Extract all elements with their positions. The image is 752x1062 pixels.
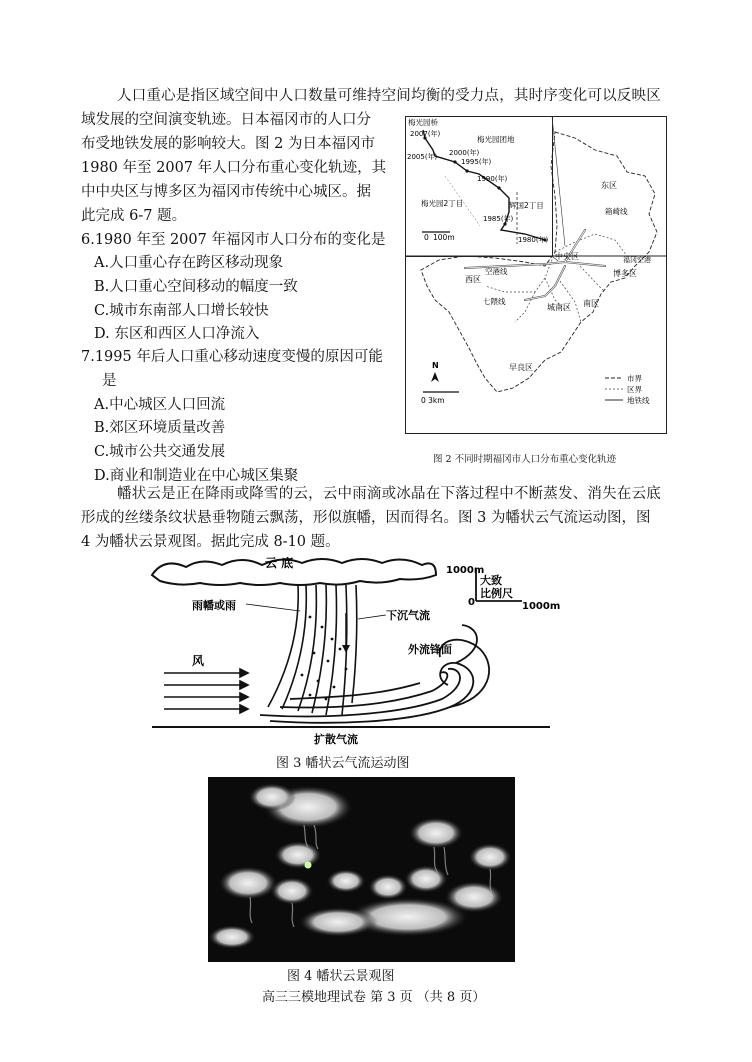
figure4-photo	[208, 777, 515, 962]
figure3-diagram	[150, 557, 570, 747]
q6-stem: 6.1980 年至 2007 年福冈市人口分布的变化是	[81, 232, 386, 248]
label-station4: 辉国2丁目	[509, 201, 544, 210]
para1-line1: 人口重心是指区域空间中人口数量可维持空间均衡的受力点，其时序变化可以反映区	[117, 88, 661, 104]
map-scale-label: 0 3km	[421, 396, 445, 405]
scale-horizontal: 1000m	[522, 601, 561, 612]
label-fukuoka-airport: 福冈空港	[623, 256, 651, 264]
para1-line4: 1980 年至 2007 年人口分布重心变化轨迹，其	[81, 160, 387, 176]
q6-option-b: B.人口重心空间移动的幅度一致	[94, 279, 298, 295]
label-nanakuma-line: 七隈线	[483, 297, 506, 306]
para1-line2: 域发展的空间演变轨迹。日本福冈市的人口分	[81, 112, 371, 128]
q7-option-d: D.商业和制造业在中心城区集聚	[94, 468, 299, 484]
q7-option-c: C.城市公共交通发展	[94, 444, 226, 460]
q7-option-b: B.郊区环境质量改善	[94, 420, 226, 436]
figure3-caption: 图 3 幡状云气流运动图	[276, 756, 410, 771]
label-rain: 雨幡或雨	[192, 599, 236, 612]
para1-line5: 中中央区与博多区为福冈市传统中心城区。据	[81, 184, 371, 200]
inset-scale-zero: 0	[424, 233, 429, 242]
label-cloud-base: 云 底	[265, 557, 294, 570]
label-outflow-front: 外流锋面	[408, 643, 452, 656]
para2-line2: 形成的丝缕条纹状悬垂物随云飘荡，形似旗幡，因而得名。图 3 为幡状云气流运动图，图	[81, 510, 651, 526]
legend-district-boundary: 区界	[627, 385, 642, 394]
label-hakozaki-line: 箱崎线	[605, 207, 628, 216]
legend-city-boundary: 市界	[627, 374, 642, 383]
scale-vertical: 1000m	[446, 565, 485, 576]
label-station1: 梅光园桥	[408, 118, 438, 127]
legend-subway: 地铁线	[627, 396, 650, 405]
label-year-1985: 1985(年)	[483, 215, 514, 223]
label-year-2005: 2005(年)	[407, 153, 438, 161]
label-year-1980: 1980(年)	[518, 236, 549, 244]
para1-line3: 布受地铁发展的影响较大。图 2 为日本福冈市	[81, 136, 375, 152]
label-year-1995: 1995(年)	[461, 158, 492, 166]
svg-text:N: N	[432, 361, 439, 370]
label-downdraft: 下沉气流	[386, 609, 430, 622]
inset-scale-label: 100m	[433, 233, 455, 242]
q7-stem-line2: 是	[102, 373, 117, 389]
label-chuo-district: 中央区	[555, 252, 579, 261]
q7-option-a: A.中心城区人口回流	[94, 397, 226, 413]
figure2-map	[405, 116, 667, 434]
label-station2: 梅光园团地	[477, 135, 515, 144]
label-station3: 梅光园2丁目	[421, 199, 464, 208]
para2-line1: 幡状云是正在降雨或降雪的云，云中雨滴或冰晶在下落过程中不断蒸发、消失在云底	[117, 486, 661, 502]
page-footer: 高三三模地理试卷 第 3 页 （共 8 页）	[262, 990, 486, 1005]
label-minami-district: 南区	[583, 299, 599, 308]
scale-zero: 0	[468, 597, 475, 608]
label-west-district: 西区	[465, 275, 481, 284]
label-wind: 风	[192, 654, 205, 668]
figure4-caption: 图 4 幡状云景观图	[287, 969, 395, 984]
wind-arrows	[164, 669, 248, 713]
q6-option-d: D. 东区和西区人口净流入	[94, 326, 260, 342]
figure2-caption: 图 2 不同时期福冈市人口分布重心变化轨迹	[433, 454, 617, 465]
scale-title-2: 比例尺	[480, 587, 513, 600]
label-spread-flow: 扩散气流	[314, 733, 358, 746]
scale-title-1: 大致	[480, 574, 502, 587]
label-airport-line: 空港线	[485, 267, 508, 276]
cloud-base	[152, 559, 436, 585]
para1-line6: 此完成 6-7 题。	[81, 208, 187, 224]
label-east-district: 东区	[601, 181, 617, 190]
para2-line3: 4 为幡状云景观图。据此完成 8-10 题。	[81, 534, 340, 550]
label-hakata-district: 博多区	[613, 269, 637, 278]
q6-option-a: A.人口重心存在跨区移动现象	[94, 255, 284, 271]
label-sawara-district: 早良区	[509, 363, 533, 372]
label-year-1990: 1990(年)	[477, 175, 508, 183]
q7-stem-line1: 7.1995 年后人口重心移动速度变慢的原因可能	[81, 349, 383, 365]
label-year-2000: 2000(年)	[449, 149, 480, 157]
q6-option-c: C.城市东南部人口增长较快	[94, 303, 269, 319]
label-year-2007: 2007(年)	[410, 130, 441, 138]
label-jonan-district: 城南区	[547, 303, 571, 312]
